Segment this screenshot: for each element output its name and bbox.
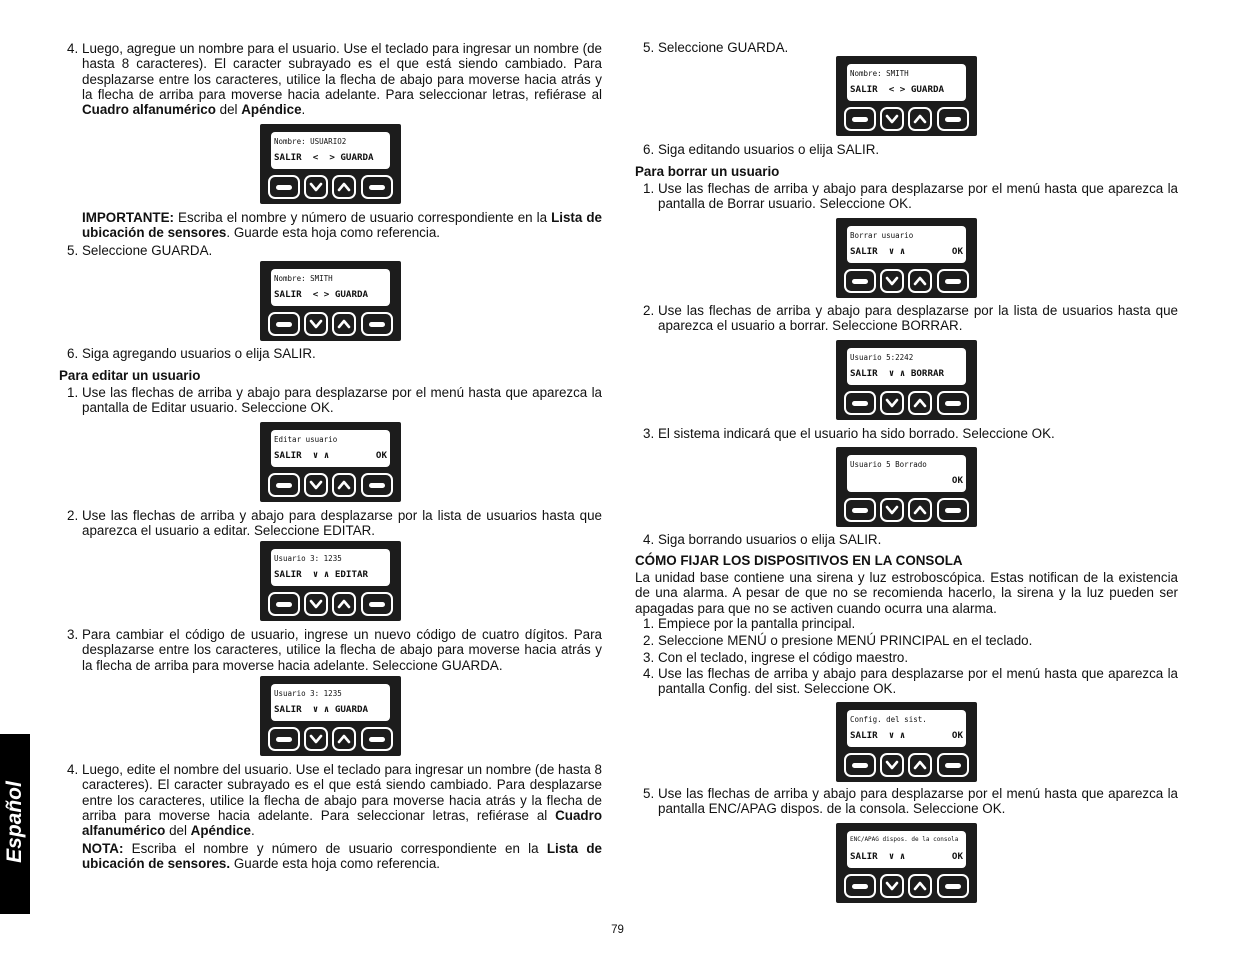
button-bar-icon (369, 737, 385, 742)
chevron-up-icon (337, 317, 351, 331)
keypad-display (260, 541, 401, 621)
chevron-up-icon (337, 478, 351, 492)
down-button[interactable] (304, 592, 328, 616)
button-bar-icon (852, 401, 868, 406)
step-text: Use las flechas de arriba y abajo para desplazarse por la lista de usuarios hasta que aparezca el usuario a editar. Seleccione EDITAR. (82, 508, 602, 539)
lcd-line-2: SALIR ∨ ∧ (850, 730, 906, 741)
chevron-down-icon (309, 317, 323, 331)
lcd-line-2: SALIR < > GUARDA (850, 84, 945, 95)
step-text: Seleccione GUARDA. (658, 40, 789, 55)
keypad-display (836, 56, 977, 136)
step-number: 1. (643, 181, 655, 196)
step-number: 4. (67, 41, 79, 56)
step-number: 2. (643, 303, 655, 318)
lcd-line-2: SALIR ∨ ∧ (850, 851, 906, 862)
button-bar-icon (276, 322, 292, 327)
chevron-up-icon (913, 274, 927, 288)
down-button[interactable] (880, 107, 904, 131)
up-button[interactable] (908, 391, 932, 415)
bold-ref: Apéndice (241, 102, 302, 118)
step-text: Use las flechas de arriba y abajo para desplazarse por el menú hasta que aparezca la pantalla de Borrar usuario. Seleccione OK. (658, 181, 1178, 212)
button-bar-icon (276, 602, 292, 607)
soft-left-button[interactable] (844, 269, 876, 293)
up-button[interactable] (332, 592, 356, 616)
keypad-buttons (844, 391, 970, 415)
keypad-display (260, 676, 401, 756)
keypad-buttons (268, 473, 394, 497)
step-number: 2. (67, 508, 79, 523)
step-text: Luego, edite el nombre del usuario. Use el teclado para ingresar un nombre (de hasta 8 caracteres). El caracter subrayado es el que está siendo cambiado. Para desplazarse entre los caracteres, utilice la flecha de abajo para moverse hacia atrás y la flecha de arriba para moverse hacia adelante. Para seleccionar letras, refiérase al (82, 762, 602, 823)
soft-left-button[interactable] (844, 391, 876, 415)
chevron-down-icon (885, 879, 899, 893)
soft-left-button[interactable] (844, 753, 876, 777)
step-text: Use las flechas de arriba y abajo para desplazarse por el menú hasta que aparezca la pantalla ENC/APAG dispos. de la consola. Seleccione OK. (658, 786, 1178, 817)
keypad-display (836, 340, 977, 420)
lcd-line-2-right: OK (951, 246, 963, 257)
down-button[interactable] (304, 727, 328, 751)
button-bar-icon (945, 763, 961, 768)
soft-left-button[interactable] (844, 107, 876, 131)
lcd-line-2: SALIR < > GUARDA (274, 152, 374, 163)
soft-left-button[interactable] (268, 312, 300, 336)
button-bar-icon (276, 483, 292, 488)
chevron-down-icon (885, 396, 899, 410)
chevron-down-icon (309, 597, 323, 611)
soft-right-button[interactable] (937, 753, 969, 777)
step-text: del (165, 823, 191, 839)
button-bar-icon (945, 117, 961, 122)
step-text: Use las flechas de arriba y abajo para desplazarse por la lista de usuarios hasta que aparezca el usuario a borrar. Seleccione BORRAR. (658, 303, 1178, 334)
chevron-down-icon (885, 503, 899, 517)
lcd-line-2: SALIR ∨ ∧ BORRAR (850, 368, 945, 379)
nota-note (82, 841, 602, 872)
up-button[interactable] (332, 473, 356, 497)
lcd-line-2: SALIR ∨ ∧ (850, 246, 906, 257)
lcd-line-2-right: OK (951, 475, 963, 486)
step-number: 4. (67, 762, 79, 777)
lcd-screen (847, 831, 966, 868)
soft-left-button[interactable] (844, 498, 876, 522)
section-heading: CÓMO FIJAR LOS DISPOSITIVOS EN LA CONSOLA (635, 553, 963, 568)
lcd-line-2: SALIR ∨ ∧ (274, 450, 330, 461)
bold-ref: Cuadro alfanumérico (82, 102, 216, 118)
keypad-display (836, 218, 977, 298)
note-label: IMPORTANTE: (82, 210, 174, 225)
step-text: Seleccione MENÚ o presione MENÚ PRINCIPAL en el teclado. (658, 633, 1033, 648)
chevron-up-icon (337, 732, 351, 746)
keypad-buttons (268, 727, 394, 751)
chevron-down-icon (885, 112, 899, 126)
lcd-line-1: Nombre: USUARIO2 (274, 137, 347, 146)
language-tab-label: Español (3, 781, 26, 863)
section-heading: Para editar un usuario (59, 368, 201, 383)
lcd-line-2-right: OK (951, 730, 963, 741)
soft-right-button[interactable] (361, 473, 393, 497)
soft-right-button[interactable] (361, 175, 393, 199)
lcd-screen (271, 684, 390, 721)
page-number: 79 (611, 924, 624, 936)
button-bar-icon (276, 737, 292, 742)
down-button[interactable] (880, 391, 904, 415)
soft-left-button[interactable] (268, 592, 300, 616)
keypad-buttons (268, 312, 394, 336)
lcd-line-1: Config. del sist. (850, 715, 927, 724)
step-number: 3. (643, 650, 655, 665)
lcd-screen (271, 549, 390, 586)
button-bar-icon (369, 185, 385, 190)
down-button[interactable] (880, 269, 904, 293)
keypad-buttons (268, 175, 394, 199)
step-number: 3. (67, 627, 79, 642)
chevron-down-icon (309, 478, 323, 492)
keypad-buttons (844, 874, 970, 898)
step-number: 3. (643, 426, 655, 441)
step-number: 6. (67, 346, 79, 361)
button-bar-icon (945, 884, 961, 889)
up-button[interactable] (908, 874, 932, 898)
lcd-line-2: SALIR ∨ ∧ EDITAR (274, 569, 369, 580)
up-button[interactable] (908, 107, 932, 131)
step-text: Empiece por la pantalla principal. (658, 616, 856, 631)
lcd-line-1: Borrar usuario (850, 231, 914, 240)
keypad-buttons (844, 498, 970, 522)
chevron-up-icon (337, 597, 351, 611)
step-add-name (82, 41, 602, 117)
down-button[interactable] (880, 874, 904, 898)
step-text: El sistema indicará que el usuario ha sido borrado. Seleccione OK. (658, 426, 1055, 441)
keypad-buttons (844, 107, 970, 131)
down-button[interactable] (880, 753, 904, 777)
keypad-display (260, 124, 401, 204)
step-number: 4. (643, 532, 655, 547)
lcd-screen (847, 348, 966, 385)
soft-left-button[interactable] (268, 175, 300, 199)
lcd-line-2: SALIR < > GUARDA (274, 289, 369, 300)
step-number: 2. (643, 633, 655, 648)
lcd-line-1: Usuario 3: 1235 (274, 554, 342, 563)
soft-right-button[interactable] (937, 874, 969, 898)
button-bar-icon (852, 279, 868, 284)
keypad-display (836, 823, 977, 903)
up-button[interactable] (332, 727, 356, 751)
button-bar-icon (852, 117, 868, 122)
lcd-line-1: Usuario 3: 1235 (274, 689, 342, 698)
lcd-line-2-right: OK (375, 450, 387, 461)
step-text: . (301, 102, 306, 118)
step-text: Siga agregando usuarios o elija SALIR. (82, 346, 316, 361)
soft-left-button[interactable] (268, 727, 300, 751)
chevron-up-icon (337, 180, 351, 194)
up-button[interactable] (908, 269, 932, 293)
bold-ref: Apéndice (190, 823, 251, 839)
keypad-display (260, 422, 401, 502)
soft-right-button[interactable] (361, 727, 393, 751)
lcd-line-1: Usuario 5:2242 (850, 353, 914, 362)
button-bar-icon (369, 602, 385, 607)
keypad-display (836, 702, 977, 782)
section-heading: Para borrar un usuario (635, 164, 780, 179)
down-button[interactable] (880, 498, 904, 522)
step-text: . (250, 823, 255, 839)
step-number: 5. (643, 786, 655, 801)
step-text: Luego, agregue un nombre para el usuario. Use el teclado para ingresar un nombre (de hasta 8 caracteres). El caracter subrayado es el que está siendo cambiado. Para desplazarse entre los caracteres, utilice la flecha de abajo para moverse hacia atrás y la flecha de arriba para moverse hacia adelante. Para seleccionar letras, refiérase al (82, 41, 602, 102)
step-text: Use las flechas de arriba y abajo para desplazarse por el menú hasta que aparezca la pantalla Config. del sist. Seleccione OK. (658, 666, 1178, 697)
up-button[interactable] (332, 175, 356, 199)
step-number: 6. (643, 142, 655, 157)
chevron-up-icon (913, 758, 927, 772)
chevron-up-icon (913, 503, 927, 517)
lcd-screen (847, 710, 966, 747)
importante-note (82, 210, 602, 241)
step-edit-name (82, 762, 602, 838)
lcd-screen (271, 269, 390, 306)
step-number: 1. (67, 385, 79, 400)
note-text: Escriba el nombre y número de usuario correspondiente en la (123, 841, 547, 856)
step-number: 5. (643, 40, 655, 55)
bold-ref: Lista de ubicación de sensores. (82, 841, 602, 872)
down-button[interactable] (304, 312, 328, 336)
step-text: Para cambiar el código de usuario, ingrese un nuevo código de cuatro dígitos. Para desplazarse entre los caracteres, utilice la flecha de abajo para moverse hacia atrás y la flecha de arriba para moverse hacia adelante. Seleccione GUARDA. (82, 627, 602, 673)
note-text: Escriba el nombre y número de usuario correspondiente en la (174, 210, 552, 225)
button-bar-icon (369, 322, 385, 327)
soft-right-button[interactable] (937, 107, 969, 131)
soft-left-button[interactable] (268, 473, 300, 497)
lcd-screen (847, 226, 966, 263)
down-button[interactable] (304, 175, 328, 199)
soft-left-button[interactable] (844, 874, 876, 898)
button-bar-icon (852, 763, 868, 768)
soft-right-button[interactable] (937, 391, 969, 415)
soft-right-button[interactable] (361, 592, 393, 616)
keypad-buttons (844, 269, 970, 293)
keypad-buttons (844, 753, 970, 777)
step-text: Use las flechas de arriba y abajo para desplazarse por el menú hasta que aparezca la pantalla de Editar usuario. Seleccione OK. (82, 385, 602, 416)
button-bar-icon (276, 185, 292, 190)
up-button[interactable] (908, 753, 932, 777)
soft-right-button[interactable] (361, 312, 393, 336)
chevron-up-icon (913, 396, 927, 410)
lcd-line-2-right: OK (951, 851, 963, 862)
chevron-down-icon (885, 274, 899, 288)
up-button[interactable] (332, 312, 356, 336)
button-bar-icon (852, 508, 868, 513)
down-button[interactable] (304, 473, 328, 497)
button-bar-icon (945, 508, 961, 513)
step-text: Con el teclado, ingrese el código maestro. (658, 650, 909, 665)
chevron-down-icon (309, 180, 323, 194)
step-number: 5. (67, 243, 79, 258)
bold-ref: Lista de ubicación de sensores (82, 210, 602, 241)
lcd-line-1: Editar usuario (274, 435, 338, 444)
step-text: Siga editando usuarios o elija SALIR. (658, 142, 880, 157)
soft-right-button[interactable] (937, 498, 969, 522)
chevron-up-icon (913, 112, 927, 126)
button-bar-icon (852, 884, 868, 889)
keypad-display (260, 261, 401, 341)
lcd-screen (847, 64, 966, 101)
step-number: 1. (643, 616, 655, 631)
lcd-line-1: ENC/APAG dispos. de la consola (850, 836, 959, 843)
chevron-up-icon (913, 879, 927, 893)
keypad-display (836, 447, 977, 527)
intro-paragraph: La unidad base contiene una sirena y luz estroboscópica. Estas notifican de la existencia de una alarma. A pesar de que no se recomienda hacerlo, la sirena y la luz pueden ser apagadas para que no se activen cuando ocurra una alarma. (635, 570, 1178, 616)
step-number: 4. (643, 666, 655, 681)
note-text: . Guarde esta hoja como referencia. (226, 225, 440, 241)
soft-right-button[interactable] (937, 269, 969, 293)
note-label: NOTA: (82, 841, 124, 856)
note-text: Guarde esta hoja como referencia. (230, 856, 441, 872)
chevron-down-icon (309, 732, 323, 746)
language-tab (0, 734, 30, 914)
lcd-line-1: Nombre: SMITH (274, 274, 333, 283)
chevron-down-icon (885, 758, 899, 772)
lcd-screen (271, 132, 390, 169)
lcd-line-1: Usuario 5 Borrado (850, 460, 927, 469)
lcd-screen (271, 430, 390, 467)
step-text: Seleccione GUARDA. (82, 243, 213, 258)
lcd-screen (847, 455, 966, 492)
button-bar-icon (369, 483, 385, 488)
button-bar-icon (945, 401, 961, 406)
button-bar-icon (945, 279, 961, 284)
bold-ref: Cuadro alfanumérico (82, 807, 602, 839)
step-text: Siga borrando usuarios o elija SALIR. (658, 532, 882, 547)
up-button[interactable] (908, 498, 932, 522)
step-text: del (215, 102, 242, 118)
lcd-line-2: SALIR ∨ ∧ GUARDA (274, 704, 369, 715)
lcd-line-1: Nombre: SMITH (850, 69, 909, 78)
keypad-buttons (268, 592, 394, 616)
